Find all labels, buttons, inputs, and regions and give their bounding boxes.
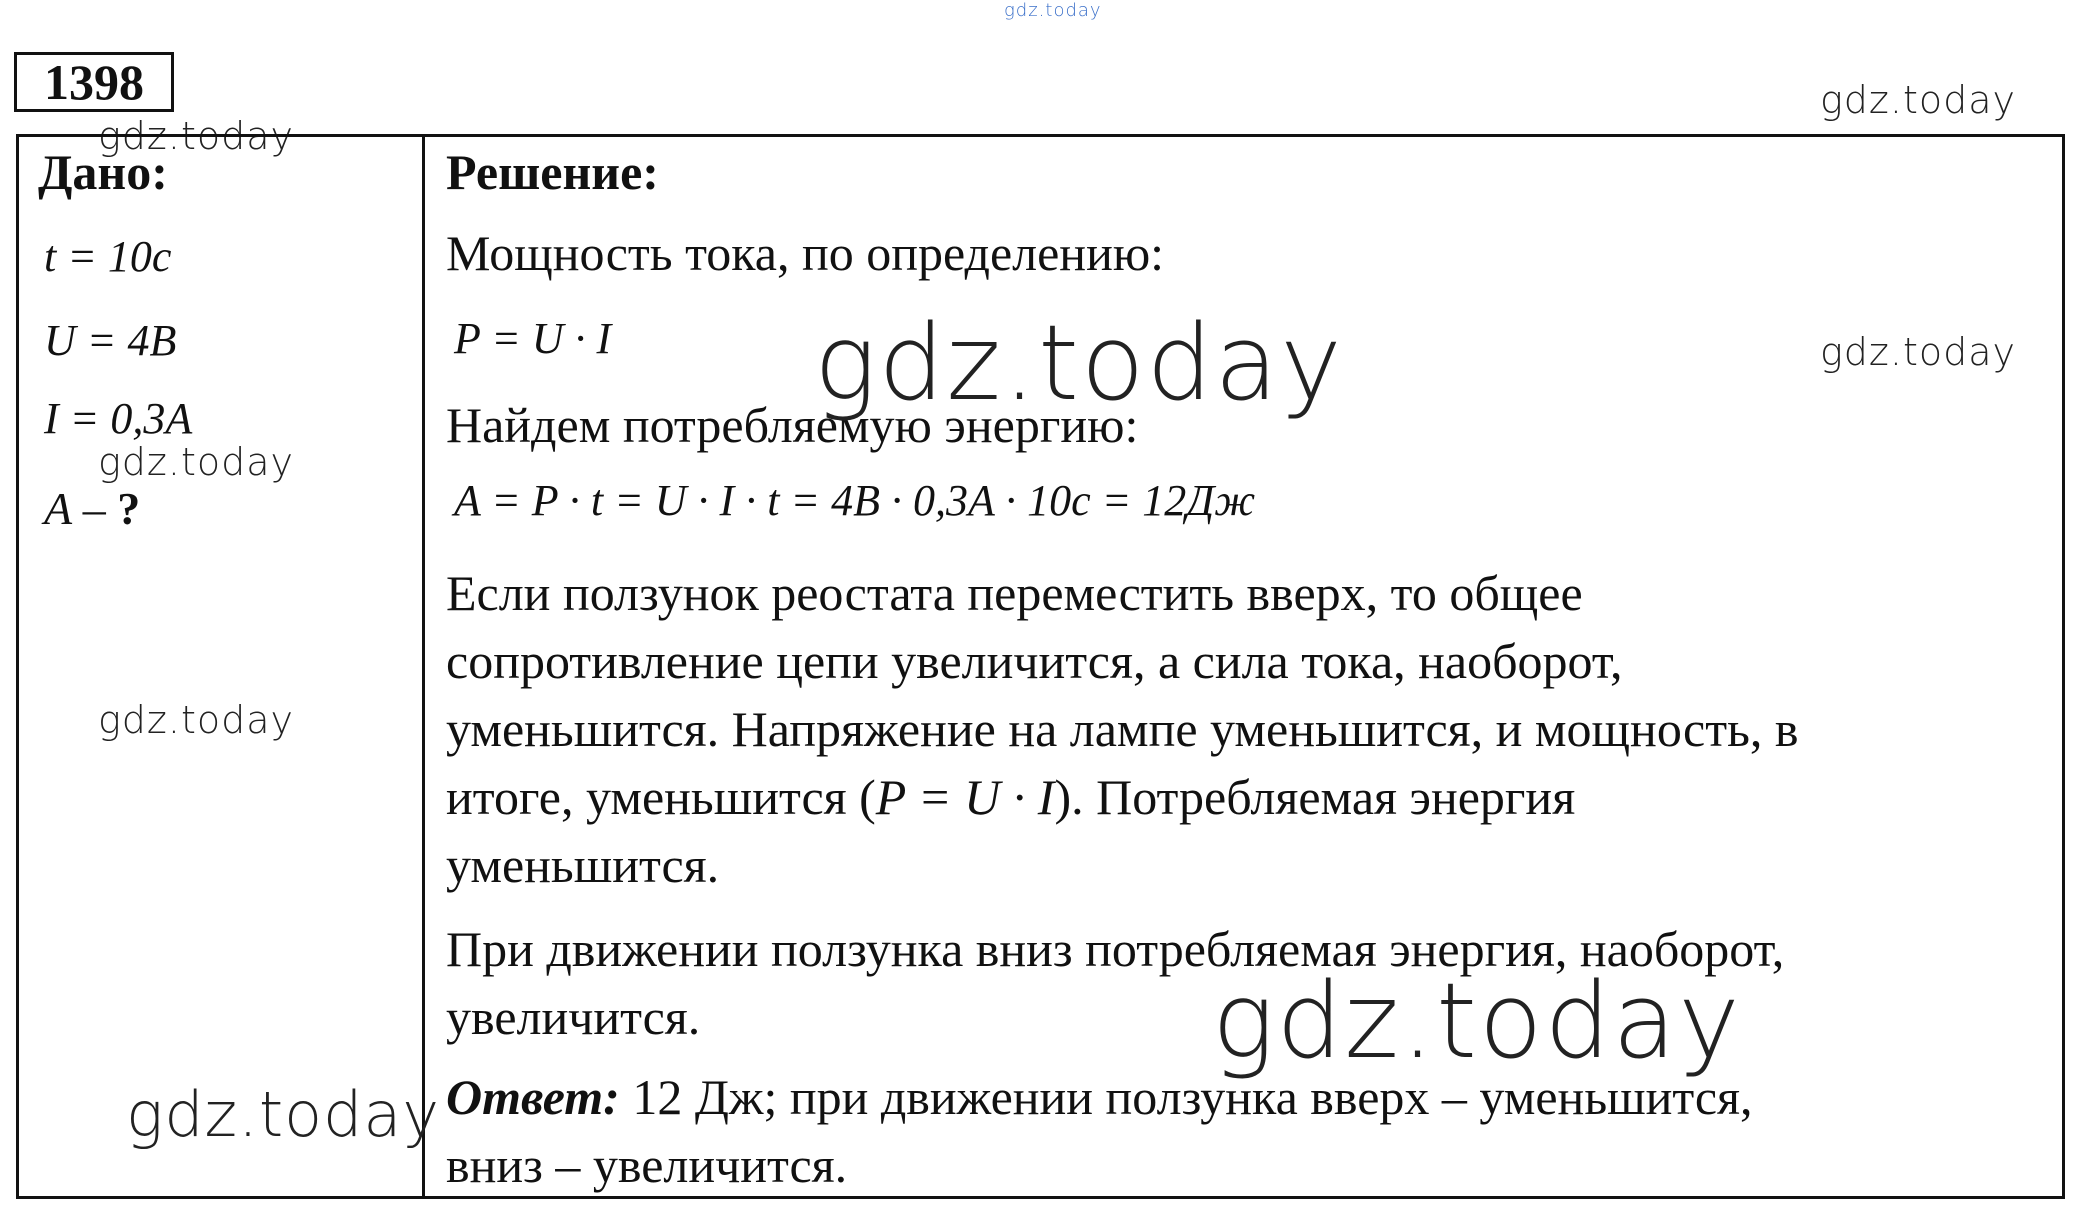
watermark-big-center: gdz.today xyxy=(814,302,1344,424)
solution-p3-line4 xyxy=(446,766,1575,828)
watermark-given-mid: gdz.today xyxy=(98,440,294,484)
solution-p4-line1: При движении ползунка вниз потребляемая энергия, наоборот, xyxy=(446,921,1785,977)
answer-label: Ответ: xyxy=(446,1069,620,1125)
watermark-right-mid: gdz.today xyxy=(1820,330,2016,374)
formula-energy: A = P · t = U · I · t = 4B · 0,3A · 10c = 12Дж xyxy=(454,476,1256,525)
unknown-symbol: A – xyxy=(44,483,106,534)
problem-number: 1398 xyxy=(14,52,174,112)
solution-p3-line5: уменьшится. xyxy=(446,837,720,893)
solution-p3-line3: уменьшится. Напряжение на лампе уменьшится, и мощность, в xyxy=(446,701,1799,757)
formula-power: P = U · I xyxy=(454,314,612,363)
watermark-big-lower: gdz.today xyxy=(1212,960,1742,1082)
solution-p3-line2: сопротивление цепи увеличится, а сила тока, наоборот, xyxy=(446,633,1623,689)
given-unknown xyxy=(44,484,140,534)
p3-line4-end: ). Потребляемая энергия xyxy=(1054,769,1576,825)
watermark-top: gdz.today xyxy=(1004,0,1102,21)
solution-p4-line2: увеличится. xyxy=(446,989,701,1045)
watermark-bottom-left: gdz.today xyxy=(126,1078,441,1151)
solution-p3-line1: Если ползунок реостата переместить вверх, то общее xyxy=(446,565,1583,621)
unknown-question-mark: ? xyxy=(117,483,141,534)
solution-p2: Найдем потребляемую энергию: xyxy=(446,397,1139,453)
answer-line2: вниз – увеличится. xyxy=(446,1137,848,1193)
watermark-given-low: gdz.today xyxy=(98,698,294,742)
answer-text-1: 12 Дж; при движении ползунка вверх – уменьшится, xyxy=(619,1069,1753,1125)
given-heading: Дано: xyxy=(38,144,168,200)
column-divider xyxy=(422,134,425,1199)
given-voltage: U = 4B xyxy=(44,316,177,365)
solution-p1: Мощность тока, по определению: xyxy=(446,225,1165,281)
p3-inline-formula: P = U · I xyxy=(875,769,1055,825)
p3-line4-start: итоге, уменьшится ( xyxy=(446,769,876,825)
watermark-given-top: gdz.today xyxy=(98,114,294,158)
solution-heading: Решение: xyxy=(446,144,659,200)
given-current: I = 0,3A xyxy=(44,394,193,443)
watermark-top-right: gdz.today xyxy=(1820,78,2016,122)
given-time: t = 10c xyxy=(44,232,172,281)
